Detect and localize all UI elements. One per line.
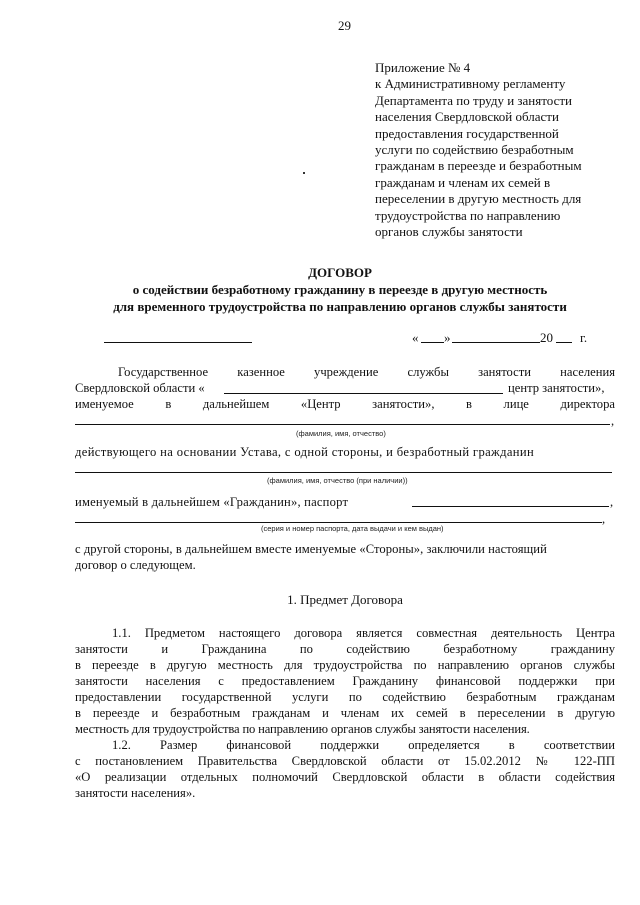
word: занятости: [478, 365, 531, 379]
word: учреждение: [314, 365, 379, 379]
section-1-heading: 1. Предмет Договора: [287, 592, 403, 607]
appendix-line: гражданам и членам их семей в: [375, 174, 551, 190]
appendix-line: Департамента по труду и занятости: [375, 92, 572, 108]
passport-blank[interactable]: [412, 506, 609, 507]
party-line-8: с другой стороны, в дальнейшем вместе именуемые «Стороны», заключили настоящий: [75, 542, 547, 556]
appendix-line: предоставления государственной: [375, 125, 559, 141]
word: именуемое: [75, 397, 134, 411]
place-blank[interactable]: [104, 342, 252, 343]
page-number: 29: [338, 18, 351, 33]
word: лице: [503, 397, 529, 411]
party-line-2-start: Свердловской области «: [75, 381, 205, 395]
word: дальнейшем: [202, 397, 270, 411]
day-blank[interactable]: [421, 342, 444, 343]
appendix-line: переселении в другую местность для: [375, 191, 582, 207]
citizen-name-blank[interactable]: [75, 472, 612, 473]
party-line-1: [118, 364, 615, 380]
party-line-3: [75, 396, 615, 412]
party-line-9: договор о следующем.: [75, 558, 196, 572]
party-line-2-end: центр занятости»,: [508, 381, 605, 395]
year-prefix: 20: [540, 330, 553, 345]
appendix-line: услуги по содействию безработным: [375, 142, 574, 158]
word: в: [466, 397, 472, 411]
appendix-block: [375, 60, 582, 240]
clause-1-1-line-2: занятости и Гражданина по содействию безработному гражданину: [75, 642, 615, 656]
appendix-line: населения Свердловской области: [375, 109, 559, 125]
contract-subtitle-2: для временного трудоустройства по направлению органов службы занятости: [113, 299, 567, 314]
appendix-line: гражданам в переезде и безработным: [375, 158, 582, 174]
party-line-4-end: ,: [611, 414, 615, 428]
word: населения: [560, 365, 615, 379]
party-line-6-start: именуемый в дальнейшем «Гражданин», паспорт: [75, 495, 349, 509]
year-suffix: г.: [580, 330, 588, 345]
month-blank[interactable]: [452, 342, 540, 343]
clause-1-2-line-3: «О реализации отдельных полномочий Свердловской области в области содействия: [75, 770, 615, 784]
date-quote-open: «: [412, 330, 419, 345]
appendix-line: трудоустройства по направлению: [375, 207, 561, 223]
clause-1-2-line-1: 1.2. Размер финансовой поддержки определяется в соответствии: [112, 738, 615, 752]
word: службы: [407, 365, 449, 379]
caption-passport: (серия и номер паспорта, дата выдачи и кем выдан): [261, 524, 444, 533]
word: казенное: [237, 365, 285, 379]
appendix-line: Приложение № 4: [375, 60, 471, 75]
party-line-6-end: ,: [610, 495, 614, 509]
date-quote-close: »: [444, 330, 451, 345]
clause-1-2-line-4: занятости населения».: [75, 786, 196, 800]
word: «Центр: [300, 397, 341, 411]
contract-title: ДОГОВОР: [308, 265, 372, 280]
scan-speck: [303, 172, 305, 174]
word: в: [165, 397, 172, 411]
clause-1-1-line-1: 1.1. Предметом настоящего договора является совместная деятельность Центра: [112, 626, 615, 640]
clause-1-1-line-3: в переезде в другую местность для трудоустройства по направлению органов службы: [75, 658, 615, 672]
word: Государственное: [118, 365, 209, 379]
appendix-line: к Административному регламенту: [375, 76, 566, 92]
clause-1-1-line-7: местность для трудоустройства по направлению органов службы занятости населения.: [75, 722, 530, 736]
contract-subtitle-1: о содействии безработному гражданину в переезде в другую местность: [132, 282, 548, 297]
clause-1-1-line-4: занятости населения с предоставлением Гражданину финансовой поддержки при: [75, 674, 615, 688]
clause-1-1-line-6: в переезде и безработным гражданам и членам их семей в переселении в другую: [75, 706, 615, 720]
word: директора: [560, 397, 615, 411]
center-name-blank[interactable]: [224, 393, 503, 394]
word: занятости»,: [372, 397, 435, 411]
party-line-5: действующего на основании Устава, с одной стороны, и безработный гражданин: [75, 445, 535, 459]
caption-citizen-name: (фамилия, имя, отчество (при наличии)): [267, 476, 408, 485]
party-line-7-end: ,: [602, 512, 606, 526]
clause-1-2-line-2: с постановлением Правительства Свердловской области от 15.02.2012 № 122-ПП: [75, 754, 615, 768]
caption-director-name: (фамилия, имя, отчество): [296, 429, 386, 438]
passport-details-blank[interactable]: [75, 522, 602, 523]
appendix-line: органов службы занятости: [375, 224, 523, 240]
clause-1-1-line-5: предоставлении государственной услуги по содействию безработным гражданам: [75, 690, 615, 704]
director-name-blank[interactable]: [75, 424, 610, 425]
year-blank[interactable]: [556, 342, 572, 343]
